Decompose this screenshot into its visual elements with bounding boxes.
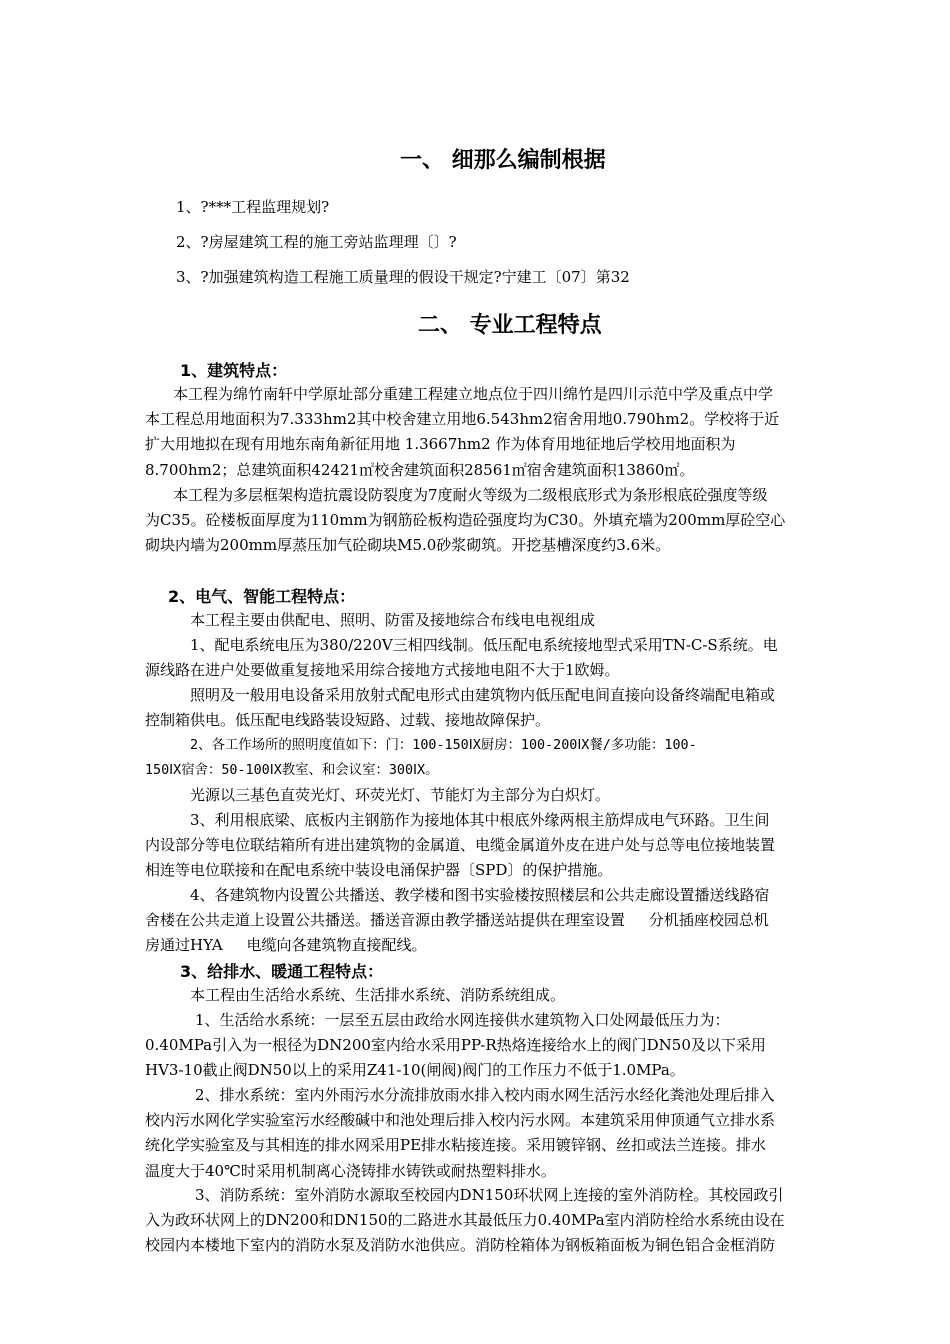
paragraph-electrical-intro (145, 608, 848, 633)
text-line: 150ⅠX宿舍：50-100ⅠX教室、和会议室：300ⅠX。 (145, 763, 439, 779)
paragraph-illumination-values (145, 733, 848, 783)
section2-title: 二、 专业工程特点 (418, 313, 602, 338)
reference-item: 1、?***工程监理规划? (176, 198, 330, 216)
paragraph-plumbing-intro (145, 983, 848, 1008)
text-line: 房通过HYA 电缆向各建筑物直接配线。 (145, 936, 427, 955)
subsection-heading-architecture: 1、建筑特点： (180, 361, 288, 380)
text-line: 3、利用根底梁、底板内主钢筋作为接地体其中根底外缘两根主筋焊成电气环路。卫生间 (190, 811, 770, 829)
text-line: 控制箱供电。低压配电线路装设短路、过载、接地故障保护。 (145, 711, 551, 730)
text-line: 砌块内墙为200mm厚蒸压加气砼砌块M5.0砂浆砌筑。开挖基槽深度约3.6米。 (145, 536, 671, 555)
text-line: 3、消防系统：室外消防水源取至校园内DN150环状网上连接的室外消防栓。其校园政引 (195, 1186, 784, 1204)
subsection-heading-electrical: 2、电气、智能工程特点： (168, 587, 356, 606)
text-line: 本工程为多层框架构造抗震设防裂度为7度耐火等级为二级根底形式为条形根底砼强度等级 (173, 486, 768, 504)
text-line: 1、生活给水系统：一层至五层由政给水网连接供水建筑物入口处网最低压力为： (195, 1011, 730, 1029)
paragraph-light-sources (145, 783, 848, 808)
text-line: 1、配电系统电压为380/220V三相四线制。低压配电系统接地型式采用TN-C-S系统。电 (190, 636, 778, 654)
paragraph-project-overview (145, 382, 848, 483)
paragraph-grounding (145, 808, 848, 884)
text-line: 本工程为绵竹南轩中学原址部分重建工程建立地点位于四川绵竹是四川示范中学及重点中学 (173, 385, 774, 403)
text-line: 校内污水网化学实验室污水经酸碱中和池处理后排入校内污水网。本建筑采用伸顶通气立排水系 (145, 1111, 776, 1130)
text-line: 统化学实验室及与其相连的排水网采用PE排水粘接连接。采用镀锌钢、丝扣或法兰连接。排水 (145, 1136, 767, 1155)
text-line: 2、排水系统：室内外雨污水分流排放雨水排入校内雨水网生活污水经化粪池处理后排入 (195, 1086, 775, 1104)
paragraph-drainage (145, 1083, 848, 1184)
text-line: 本工程由生活给水系统、生活排水系统、消防系统组成。 (190, 986, 566, 1004)
text-line: 温度大于40℃时采用机制离心浇铸排水铸铁或耐热塑料排水。 (145, 1161, 556, 1180)
text-line: 照明及一般用电设备采用放射式配电形式由建筑物内低压配电间直接向设备终端配电箱或 (190, 686, 776, 704)
text-line: 相连等电位联接和在配电系统中装设电涌保护器〔SPD〕的保护措施。 (145, 861, 613, 880)
paragraph-fire-protection (145, 1183, 848, 1259)
text-line: 0.40MPa引入为一根径为DN200室内给水采用PP-R热烙连接给水上的阀门DN50及以下采用 (145, 1036, 766, 1055)
text-line: 入为政环状网上的DN200和DN150的二路进水其最低压力0.40MPa室内消防栓给水系统由设在 (145, 1211, 785, 1230)
reference-item: 3、?加强建筑构造工程施工质量理的假设干规定?宁建工〔07〕第32 (176, 268, 630, 286)
section1-title: 一、 细那么编制根据 (400, 148, 606, 173)
text-line: 为C35。砼楼板面厚度为110mm为钢筋砼板构造砼强度均为C30。外填充墙为200mm厚砼空心 (145, 511, 786, 530)
text-line: 校园内本楼地下室内的消防水泵及消防水池供应。消防栓箱体为钢板箱面板为铜色铝合金框消防 (145, 1236, 776, 1255)
paragraph-broadcast (145, 883, 848, 959)
text-line: 内设部分等电位联结箱所有进出建筑物的金属道、电缆金属道外皮在进户处与总等电位接地装置 (145, 836, 776, 855)
text-line: 源线路在进户处要做重复接地采用综合接地方式接地电阻不大于1欧姆。 (145, 661, 620, 680)
text-line: 8.700hm2；总建筑面积42421㎡校舍建筑面积28561㎡宿舍建筑面积13860㎡。 (145, 460, 695, 479)
text-line: 光源以三基色直荧光灯、环荧光灯、节能灯为主部分为白炽灯。 (190, 786, 611, 804)
paragraph-lighting-distribution (145, 683, 848, 733)
text-line: 舍楼在公共走道上设置公共播送。播送音源由教学播送站提供在理室设置 分机插座校园总机 (145, 911, 769, 930)
text-line: 2、各工作场所的照明度值如下：门：100-150ⅠX厨房：100-200ⅠX餐/多功能：100- (190, 738, 697, 753)
text-line: HV3-10截止阀DN50以上的采用Z41-10(闸阀)阀门的工作压力不低于1.0MPa。 (145, 1061, 685, 1080)
text-line: 扩大用地拟在现有用地东南角新征用地 1.3667hm2 作为体育用地征地后学校用地面积为 (145, 435, 736, 454)
reference-item: 2、?房屋建筑工程的施工旁站监理理〔〕? (176, 233, 457, 251)
text-line: 本工程总用地面积为7.333hm2其中校舍建立用地6.543hm2宿舍用地0.790hm2。学校将于近 (145, 410, 780, 429)
paragraph-power-system (145, 633, 848, 683)
text-line: 本工程主要由供配电、照明、防雷及接地综合布线电电视组成 (190, 611, 596, 629)
paragraph-water-supply (145, 1008, 848, 1084)
paragraph-structure (145, 483, 848, 559)
text-line: 4、各建筑物内设置公共播送、教学楼和图书实验楼按照楼层和公共走廊设置播送线路宿 (190, 886, 770, 904)
subsection-heading-plumbing: 3、给排水、暖通工程特点： (180, 962, 384, 981)
